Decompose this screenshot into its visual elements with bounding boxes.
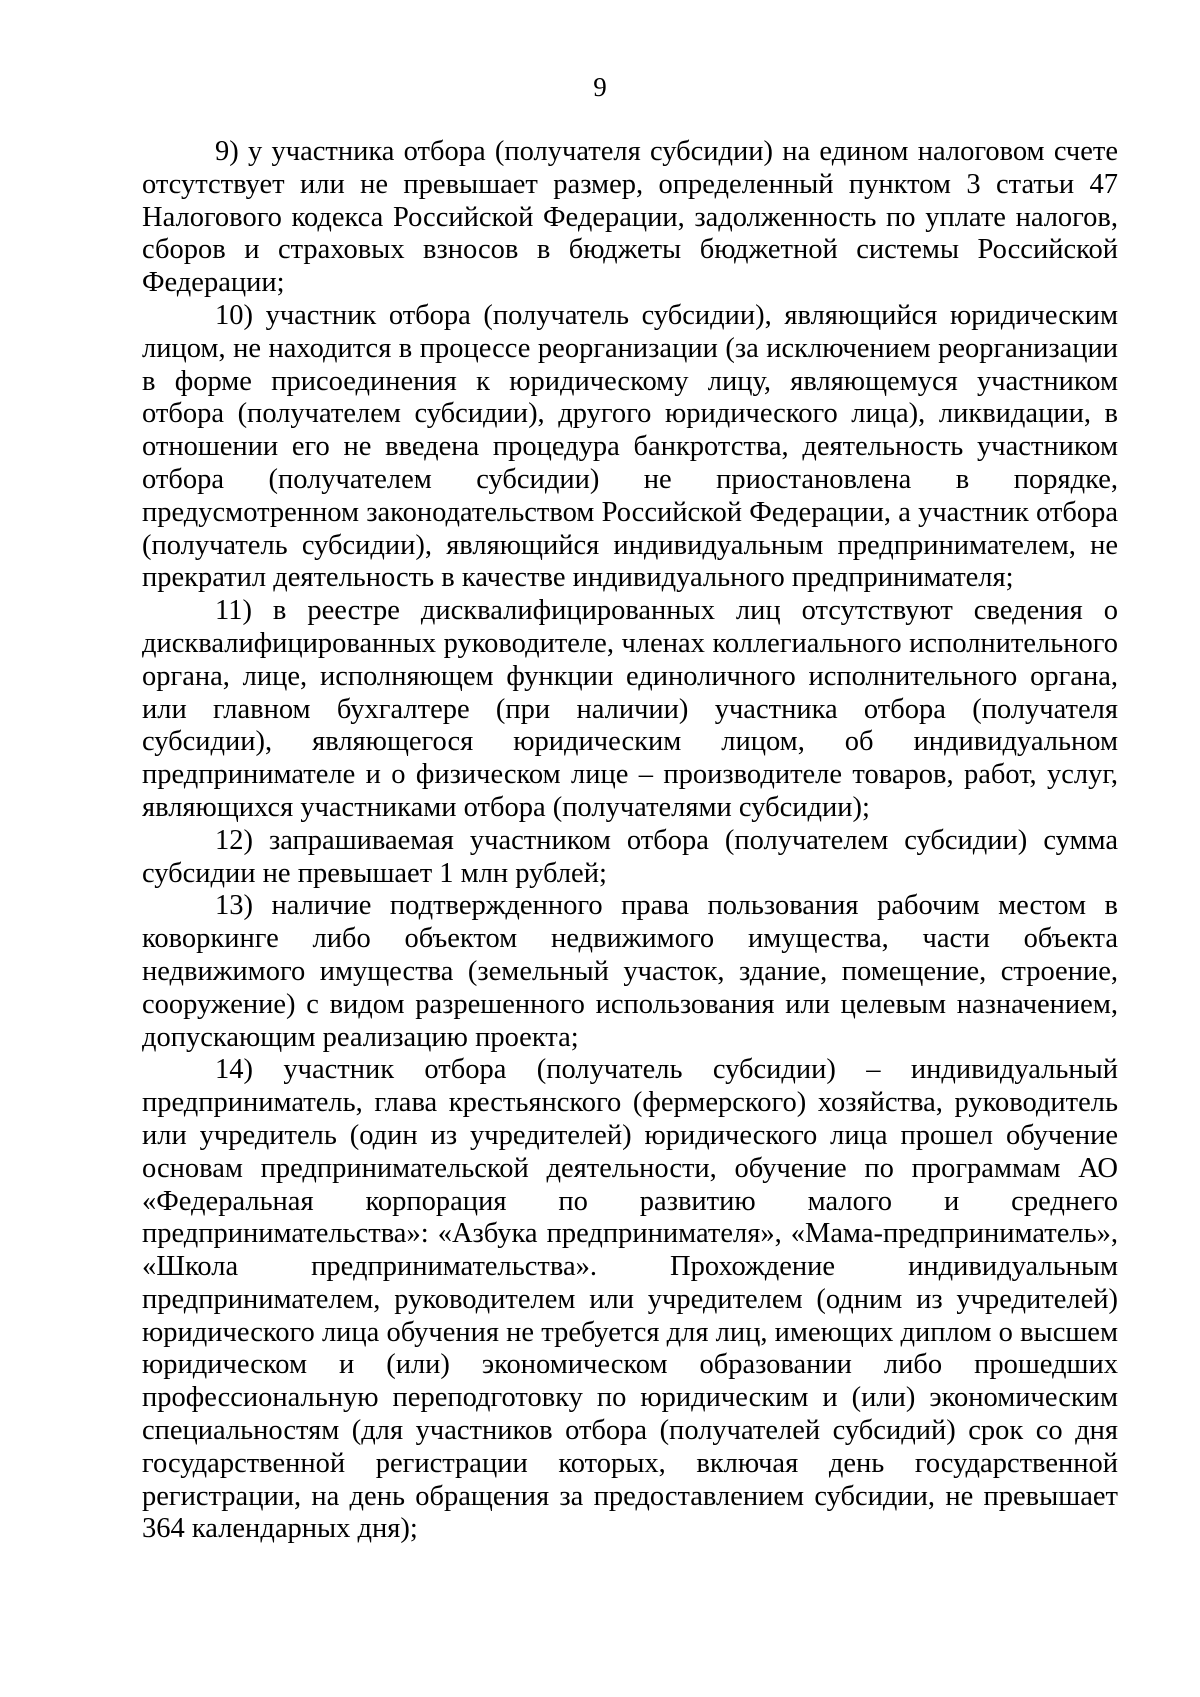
paragraph-item-13: 13) наличие подтвержденного права пользования рабочим местом в коворкинге либо объектом недвижимого имущества, части объекта недвижимого имущества (земельный участок, здание, помещение, строение, сооружение) с видом разрешенного использования или целевым назначением, допускающим реализацию проекта; [142,890,1118,1053]
paragraph-item-11: 11) в реестре дисквалифицированных лиц отсутствуют сведения о дисквалифицированных руководителе, членах коллегиального исполнительного органа, лице, исполняющем функции единоличного исполнительного органа, или главном бухгалтере (при наличии) участника отбора (получателя субсидии), являющегося юридическим лицом, об индивидуальном предпринимателе и о физическом лице – производителе товаров, работ, услуг, являющихся участниками отбора (получателями субсидии); [142,595,1118,823]
paragraph-item-14: 14) участник отбора (получатель субсидии) – индивидуальный предприниматель, глава крестьянского (фермерского) хозяйства, руководитель или учредитель (один из учредителей) юридического лица прошел обучение основам предпринимательской деятельности, обучение по программам АО «Федеральная корпорация по развитию малого и среднего предпринимательства»: «Азбука предпринимателя», «Мама-предприниматель», «Школа предпринимательства». Прохождение индивидуальным предпринимателем, руководителем или учредителем (одним из учредителей) юридического лица обучения не требуется для лиц, имеющих диплом о высшем юридическом и (или) экономическом образовании либо прошедших профессиональную переподготовку по юридическим и (или) экономическим специальностям (для участников отбора (получателей субсидий) срок со дня государственной регистрации которых, включая день государственной регистрации, на день обращения за предоставлением субсидии, не превышает 364 календарных дня); [142,1054,1118,1545]
page-number: 9 [593,72,607,102]
paragraph-item-9: 9) у участника отбора (получателя субсидии) на едином налоговом счете отсутствует или не превышает размер, определенный пунктом 3 статьи 47 Налогового кодекса Российской Федерации, задолженность по уплате налогов, сборов и страховых взносов в бюджеты бюджетной системы Российской Федерации; [142,136,1118,299]
paragraph-item-12: 12) запрашиваемая участником отбора (получателем субсидии) сумма субсидии не превышает 1 млн рублей; [142,824,1118,889]
document-body [142,136,1118,1546]
paragraph-item-10: 10) участник отбора (получатель субсидии), являющийся юридическим лицом, не находится в процессе реорганизации (за исключением реорганизации в форме присоединения к юридическому лицу, являющемуся участником отбора (получателем субсидии), другого юридического лица), ликвидации, в отношении его не введена процедура банкротства, деятельность участником отбора (получателем субсидии) не приостановлена в порядке, предусмотренном законодательством Российской Федерации, а участник отбора (получатель субсидии), являющийся индивидуальным предпринимателем, не прекратил деятельность в качестве индивидуального предпринимателя; [142,299,1118,594]
